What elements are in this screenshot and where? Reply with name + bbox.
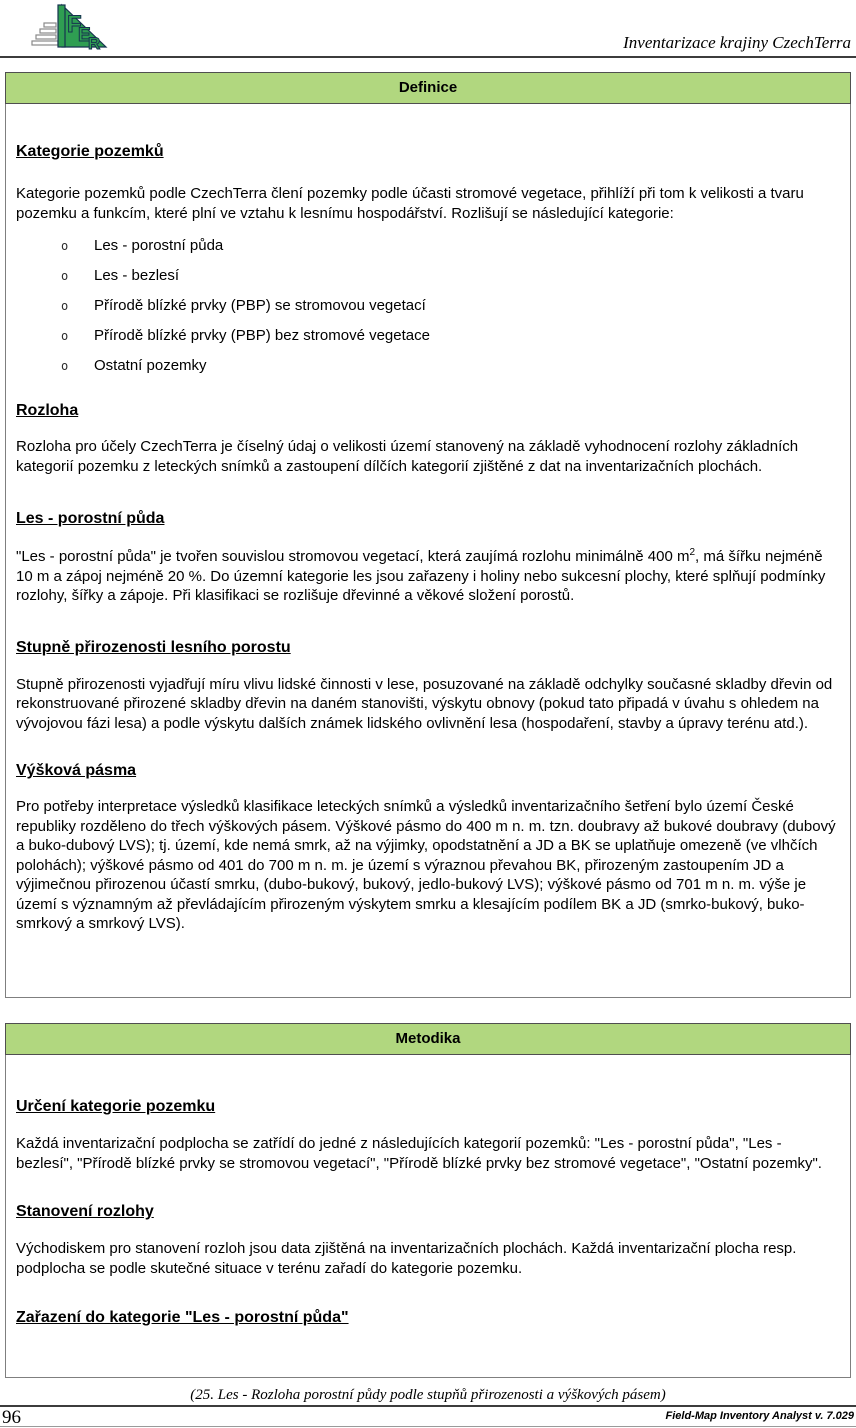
- footer-bottom-row: [0, 1407, 856, 1427]
- bullet-marker: o: [61, 239, 69, 253]
- paragraph-urceni-kategorie: Každá inventarizační podplocha se zatřídí do jedné z následujících kategorií pozemků: "Les - porostní půda", "Les - bezlesí", "Přírodě blízké prvky se stromovou vegetací", "Přírodě blízké prvky bez stromové vegetace", "Ostatní pozemky".: [16, 1135, 822, 1172]
- les-text-before-sup: "Les - porostní půda" je tvořen souvislou stromovou vegetací, která zaujímá rozlohu minimálně 400 m: [16, 548, 690, 565]
- bullet-marker: o: [61, 359, 69, 373]
- paragraph-stanoveni-rozlohy: Východiskem pro stanovení rozloh jsou data zjištěná na inventarizačních plochách. Každá inventarizační plocha resp. podplocha se podle skutečné situace v terénu zařadí do kategorie pozemku.: [16, 1240, 797, 1277]
- superscript-2: 2: [689, 547, 696, 558]
- heading-urceni-kategorie: Určení kategorie pozemku: [16, 1098, 216, 1115]
- bullet-marker: o: [61, 269, 69, 283]
- paragraph-kategorie-intro: Kategorie pozemků podle CzechTerra člení pozemky podle účasti stromové vegetace, přihlíží při tom k velikosti a tvaru pozemku a funkcím, které plní ve vztahu k lesnímu hospodářství. Rozlišují se následující kategorie:: [16, 185, 804, 222]
- list-item: [61, 291, 840, 321]
- section-banner-metodika: Metodika: [5, 1023, 851, 1055]
- heading-kategorie-pozemku: Kategorie pozemků: [16, 143, 164, 160]
- app-version-label: Field-Map Inventory Analyst v. 7.029: [665, 1410, 854, 1422]
- footer-caption: (25. Les - Rozloha porostní půdy podle stupňů přirozenosti a výškových pásem): [190, 1387, 666, 1403]
- page-number: 96: [2, 1407, 21, 1428]
- heading-zarazeni-kategorie: Zařazení do kategorie "Les - porostní půda": [16, 1309, 349, 1326]
- paragraph-vyskova-pasma: Pro potřeby interpretace výsledků klasifikace leteckých snímků a výsledků inventarizačního šetření bylo území České republiky rozděleno do třech výškových pásem. Výškové pásmo do 400 m n. m. tzn. doubravy až bukové doubravy (dubový a buko-dubový LVS); tj. území, kde nemá smrk, až na výjimky, opodstatnění a JD a BK se uplatňuje omezeně (ve vlhčích polohách); výškové pásmo od 401 do 700 m n. m. je území s výraznou převahou BK, přirozeným zastoupením JD a výjimečnou přirozenou účastí smrku, (dubo-bukový, bukový, jedlo-bukový LVS); výškové pásmo od 701 m n. m. výše je území s významným až převládajícím přirozeným výskytem smrku a klesajícím podílem BK a JD (smrko-bukový, buko-smrkový a smrkový LVS).: [16, 798, 836, 932]
- bullet-marker: o: [61, 329, 69, 343]
- bullet-marker: o: [61, 299, 69, 313]
- list-item: [61, 231, 840, 261]
- kategorie-bullet-list: [16, 231, 840, 381]
- heading-stanoveni-rozlohy: Stanovení rozlohy: [16, 1203, 154, 1220]
- heading-stupne-prirozenosti: Stupně přirozenosti lesního porostu: [16, 638, 291, 656]
- bullet-label: Přírodě blízké prvky (PBP) se stromovou vegetací: [94, 297, 426, 314]
- bullet-label: Ostatní pozemky: [94, 357, 207, 374]
- list-item: [61, 261, 840, 291]
- logo-letter-r: R: [88, 34, 101, 53]
- logo-letter-e: E: [78, 25, 91, 46]
- definice-section: [5, 104, 851, 998]
- document-title: Inventarizace krajiny CzechTerra: [623, 33, 851, 52]
- paragraph-rozloha: Rozloha pro účely CzechTerra je číselný údaj o velikosti území stanovený na základě vyhodnocení rozlohy základních kategorií pozemku z leteckých snímků a zastoupení dílčích kategorií zjištěné z dat na inventarizačních plochách.: [16, 438, 799, 475]
- heading-les-porostni-puda: Les - porostní půda: [16, 510, 165, 527]
- heading-rozloha: Rozloha: [16, 402, 79, 419]
- bullet-label: Les - porostní půda: [94, 237, 224, 254]
- list-item: [61, 351, 840, 381]
- les-text-after-sup: , má šířku nejméně 10 m a zápoj nejméně 20 %. Do územní kategorie les jsou zařazeny i holiny nebo sukcesní plochy, které splňují podmínky rozlohy, šířky a zápoje. Při klasifikaci se rozlišuje dřevinné a věkové složení porostů.: [16, 548, 826, 604]
- page-header: [0, 0, 856, 58]
- metodika-section: [5, 1055, 851, 1378]
- section-banner-definice: Definice: [5, 72, 851, 104]
- bullet-label: Přírodě blízké prvky (PBP) bez stromové vegetace: [94, 327, 430, 344]
- heading-vyskova-pasma: Výšková pásma: [16, 762, 137, 779]
- bullet-label: Les - bezlesí: [94, 267, 180, 284]
- paragraph-les-porostni-puda: [16, 547, 840, 606]
- ifer-logo-icon: [30, 3, 114, 55]
- logo-letter-i: [58, 5, 65, 47]
- paragraph-stupne-prirozenosti: Stupně přirozenosti vyjadřují míru vlivu lidské činnosti v lese, posuzované na základě odchylky současné skladby dřevin od rekonstruované přirozené skladby dřevin na daném stanovišti, výskytu obnovy (pokud tato připadá v úvahu s ohledem na vývojovou fázi lesa) a podle výskytu dalších známek lidského ovlivnění lesa (hospodaření, stavby a úpravy terénu atd.).: [16, 675, 833, 732]
- list-item: [61, 321, 840, 351]
- logo-letter-f: F: [67, 11, 82, 38]
